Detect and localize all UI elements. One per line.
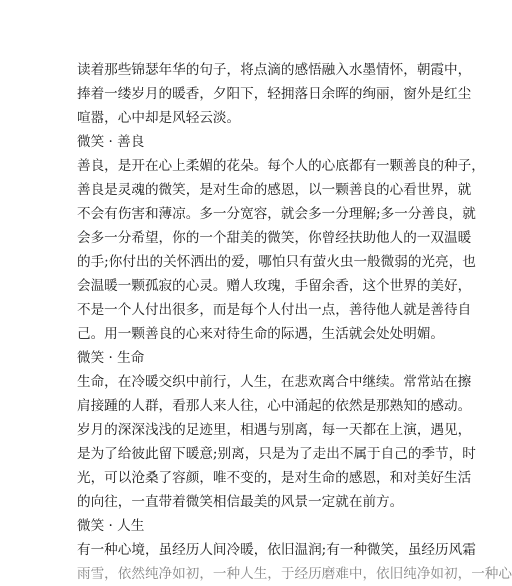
text-line: 善良，是开在心上柔媚的花朵。每个人的心底都有一颗善良的种子， [77, 158, 485, 174]
section-heading-kindness: 微笑 · 善良 [77, 134, 145, 150]
text-line: 不是一个人付出很多，而是每个人付出一点，善待他人就是善待自 [77, 302, 472, 318]
text-line: 捧着一缕岁月的暖香，夕阳下，轻拥落日余晖的绚丽，窗外是红尘 [77, 86, 472, 102]
text-line: 读着那些锦瑟年华的句子，将点滴的感悟融入水墨情怀，朝霞中， [77, 62, 472, 78]
text-line-cropped: 雨雪，依然纯净如初，一种人生，于经历磨难中，依旧纯净如初，一种心 [77, 566, 512, 582]
article-body [77, 58, 512, 586]
text-line: 光，可以沧桑了容颜，唯不变的，是对生命的感恩，和对美好生活 [77, 470, 472, 486]
text-line: 会多一分希望，你的一个甜美的微笑，你曾经扶助他人的一双温暖 [77, 230, 472, 246]
text-line: 会温暖一颗孤寂的心灵。赠人玫瑰，手留余香，这个世界的美好， [77, 278, 472, 294]
section-heading-human-life: 微笑 · 人生 [77, 518, 145, 534]
text-line: 喧嚣，心中却是风轻云淡。 [77, 110, 241, 126]
text-line: 善良是灵魂的微笑，是对生命的感恩，以一颗善良的心看世界，就 [77, 182, 472, 198]
text-line: 有一种心境，虽经历人间冷暖，依旧温润;有一种微笑，虽经历风霜 [77, 542, 476, 558]
text-line: 岁月的深深浅浅的足迹里，相遇与别离，每一天都在上演，遇见， [77, 422, 472, 438]
text-line: 不会有伤害和薄凉。多一分宽容，就会多一分理解;多一分善良，就 [77, 206, 476, 222]
text-line: 肩接踵的人群，看那人来人往，心中涌起的依然是那熟知的感动。 [77, 398, 472, 414]
text-line: 是为了给彼此留下暖意;别离，只是为了走出不属于自己的季节，时 [77, 446, 476, 462]
text-line: 己。用一颗善良的心来对待生命的际遇，生活就会处处明媚。 [77, 326, 445, 342]
text-line: 的手;你付出的关怀洒出的爱，哪怕只有萤火虫一般微弱的光亮，也 [77, 254, 476, 270]
text-line: 生命，在冷暖交织中前行，人生，在悲欢离合中继续。常常站在擦 [77, 374, 472, 390]
text-line: 的向往，一直带着微笑相信最美的风景一定就在前方。 [77, 494, 404, 510]
section-heading-life: 微笑 · 生命 [77, 350, 145, 366]
